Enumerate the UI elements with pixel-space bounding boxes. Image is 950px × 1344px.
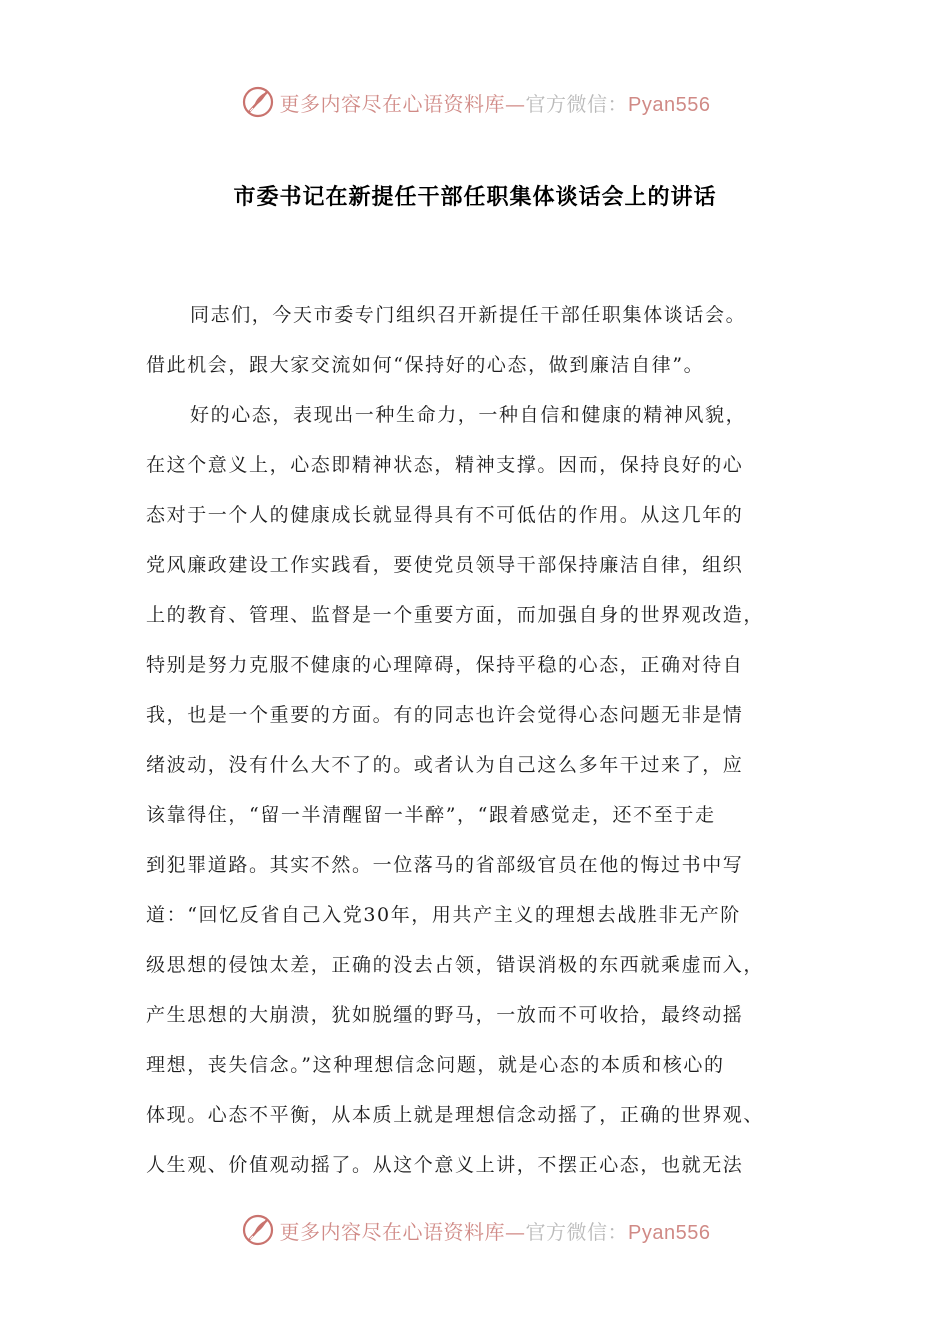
watermark-brand-text: 更多内容尽在心语资料库— (279, 91, 526, 116)
body-text-line: 级思想的侵蚀太差，正确的没去占领，错误消极的东西就乘虚而入， (146, 954, 765, 976)
body-text-line: 党风廉政建设工作实践看，要使党员领导干部保持廉洁自律，组织 (146, 554, 744, 576)
document-body (146, 290, 826, 1190)
body-text-line: 道：“回忆反省自己入党30年，用共产主义的理想去战胜非无产阶 (146, 904, 741, 926)
header-watermark (0, 80, 950, 124)
body-text-line: 好的心态，表现出一种生命力，一种自信和健康的精神风貌， (190, 404, 747, 426)
watermark-wechat-label: 官方微信： (525, 91, 629, 116)
body-text-line: 在这个意义上，心态即精神状态，精神支撑。因而，保持良好的心 (146, 454, 744, 476)
body-text-line: 绪波动，没有什么大不了的。或者认为自己这么多年干过来了，应 (146, 754, 744, 776)
watermark-wechat-label: 官方微信： (525, 1219, 629, 1244)
body-text-line: 理想，丧失信念。”这种理想信念问题，就是心态的本质和核心的 (146, 1054, 725, 1076)
body-text-line: 体现。心态不平衡，从本质上就是理想信念动摇了，正确的世界观、 (146, 1104, 765, 1126)
body-text-line: 该靠得住，“留一半清醒留一半醉”，“跟着感觉走，还不至于走 (146, 804, 716, 826)
body-text-line: 借此机会，跟大家交流如何“保持好的心态，做到廉洁自律”。 (146, 354, 705, 376)
body-text-line: 到犯罪道路。其实不然。一位落马的省部级官员在他的悔过书中写 (146, 854, 744, 876)
body-text-line: 产生思想的大崩溃，犹如脱缰的野马，一放而不可收拾，最终动摇 (146, 1004, 744, 1026)
quill-logo-icon (240, 1212, 276, 1248)
body-text-line: 上的教育、管理、监督是一个重要方面，而加强自身的世界观改造， (146, 604, 765, 626)
body-text-line: 特别是努力克服不健康的心理障碍，保持平稳的心态，正确对待自 (146, 654, 744, 676)
body-text-line: 我，也是一个重要的方面。有的同志也许会觉得心态问题无非是情 (146, 704, 744, 726)
body-text-line: 态对于一个人的健康成长就显得具有不可低估的作用。从这几年的 (146, 504, 744, 526)
watermark-brand-text: 更多内容尽在心语资料库— (279, 1219, 526, 1244)
document-title: 市委书记在新提任干部任职集体谈话会上的讲话 (233, 185, 717, 210)
body-text-line: 同志们，今天市委专门组织召开新提任干部任职集体谈话会。 (190, 304, 747, 326)
quill-logo-icon (240, 84, 276, 120)
watermark-wechat-id: Pyan556 (628, 93, 711, 116)
watermark-wechat-id: Pyan556 (628, 1221, 711, 1244)
body-text-line: 人生观、价值观动摇了。从这个意义上讲，不摆正心态，也就无法 (146, 1154, 744, 1176)
footer-watermark (0, 1208, 950, 1252)
